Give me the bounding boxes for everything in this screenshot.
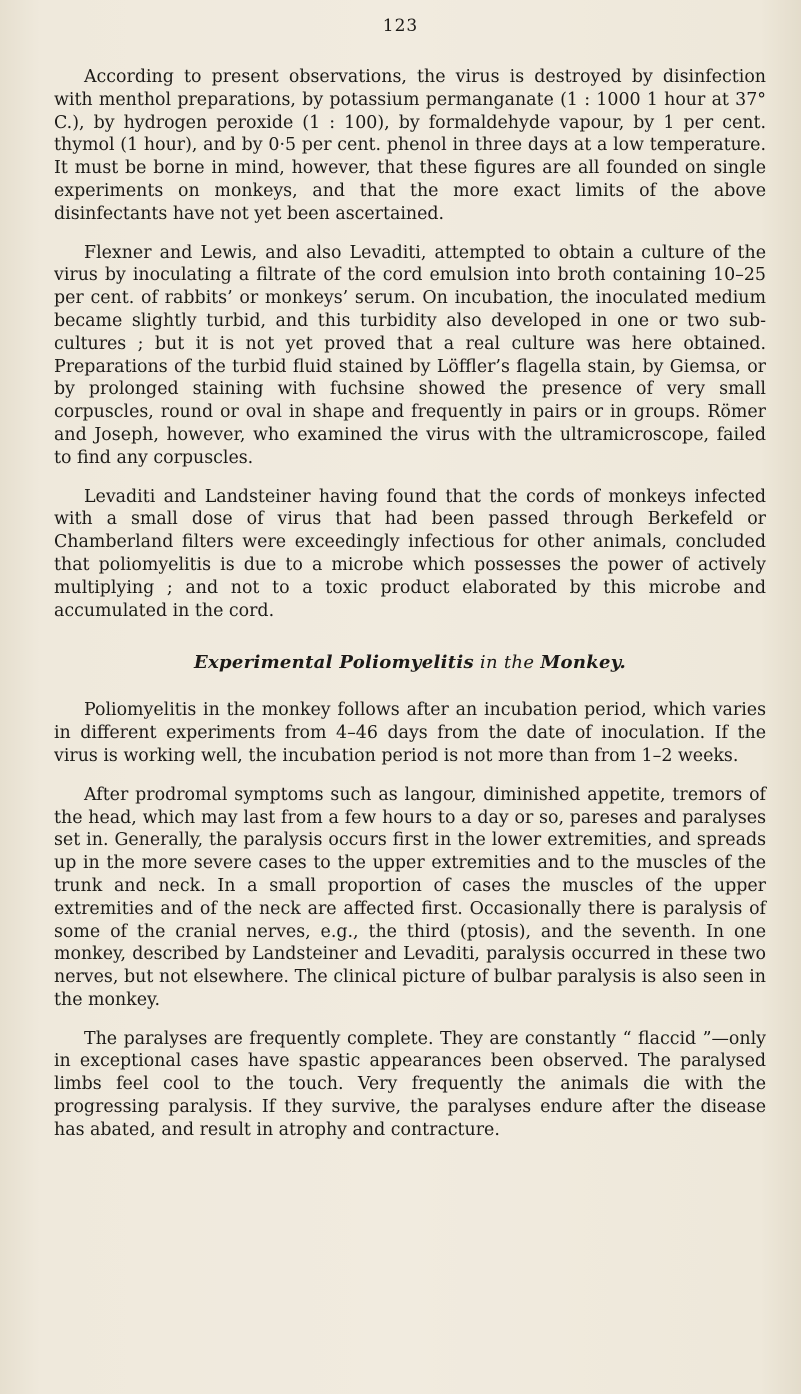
section-heading-part2: in the [473, 652, 541, 674]
paragraph-disinfection: According to present observations, the virus is destroyed by disinfection with menthol preparations, by potassium permanganate (1 : 1000 1 hour at 37° C.), by hydrogen peroxide (1 : 100), by formaldehyde vapour, by 1 per cent. thymol (1 hour), and by 0·5 per cent. phenol in three days at a low temperature. It must be borne in mind, however, that these figures are all founded on single experiments on monkeys, and that the more exact limits of the above disinfectants have not yet been ascertained. [54, 67, 766, 224]
paragraph-symptoms: After prodromal symptoms such as langour, diminished appetite, tremors of the head, which may last from a few hours to a day or so, pareses and paralyses set in. Generally, the paralysis occurs first in the lower extremities, and spreads up in the more severe cases to the upper extremities and to the muscles of the trunk and neck. In a small proportion of cases the muscles of the upper extremities and of the neck are affected first. Occasionally there is paralysis of some of the cranial nerves, e.g., the third (ptosis), and the seventh. In one monkey, described by Landsteiner and Levaditi, paralysis occurred in these two nerves, but not elsewhere. The clinical picture of bulbar paralysis is also seen in the monkey. [54, 784, 766, 1010]
body-text [54, 66, 766, 1158]
paragraph-filters: Levaditi and Landsteiner having found that the cords of monkeys infected with a small dose of virus that had been passed through Berkefeld or Chamberland filters were exceedingly infectious for other animals, concluded that poliomyelitis is due to a microbe which possesses the power of actively multiplying ; and not to a toxic product elaborated by this microbe and accumulated in the cord. [54, 486, 766, 621]
paragraph-culture: Flexner and Lewis, and also Levaditi, attempted to obtain a culture of the virus by inoculating a filtrate of the cord emulsion into broth containing 10–25 per cent. of rabbits’ or monkeys’ serum. On incubation, the inoculated medium became slightly turbid, and this turbidity also developed in one or two sub-cultures ; but it is not yet proved that a real culture was here obtained. Preparations of the turbid fluid stained by Löffler’s flagella stain, by Giemsa, or by prolonged staining with fuchsine showed the presence of very small corpuscles, round or oval in shape and frequently in pairs or in groups. Römer and Joseph, however, who examined the virus with the ultramicroscope, failed to find any corpuscles. [54, 242, 766, 468]
section-heading-part1: Experimental Poliomyelitis [193, 652, 474, 674]
paragraph-incubation: Poliomyelitis in the monkey follows after an incubation period, which varies in different experiments from 4–46 days from the date of inoculation. If the virus is working well, the incubation period is not more than from 1–2 weeks. [54, 700, 766, 766]
paragraph-paralyses: The paralyses are frequently complete. They are constantly “ flaccid ”—only in exceptional cases have spastic appearances been observed. The paralysed limbs feel cool to the touch. Very frequently the animals die with the progressing paralysis. If they survive, the paralyses endure after the disease has abated, and result in atrophy and contracture. [54, 1028, 766, 1140]
section-heading [54, 652, 766, 673]
page-number: 123 [382, 16, 419, 36]
section-heading-part3: Monkey. [540, 652, 627, 674]
